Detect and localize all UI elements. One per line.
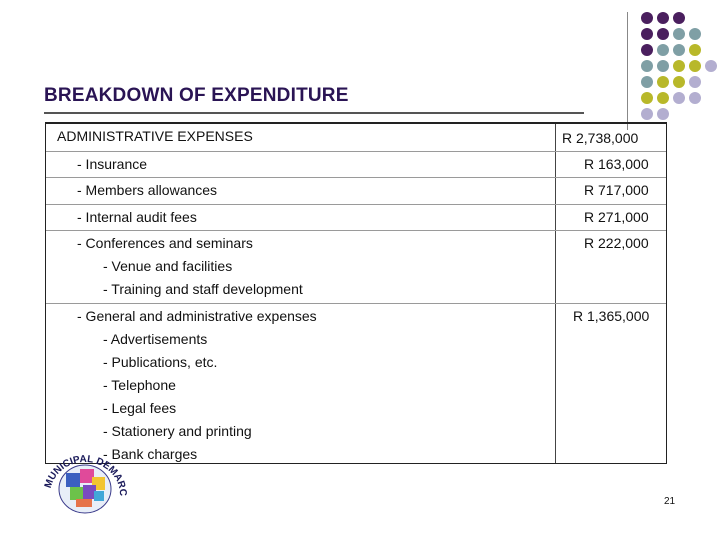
dot (641, 108, 653, 120)
title-underline (44, 112, 584, 114)
dot (673, 12, 685, 24)
subitem-publications: - Publications, etc. (103, 354, 218, 370)
logo-text: MUNICIPAL DEMARC (42, 453, 129, 497)
dot (657, 92, 669, 104)
slide-title: BREAKDOWN OF EXPENDITURE (44, 85, 349, 106)
row-amount-members-allowances: R 717,000 (584, 182, 649, 198)
dot (641, 44, 653, 56)
dot (673, 44, 685, 56)
expenditure-table (45, 122, 667, 464)
row-separator (46, 177, 666, 178)
dot (689, 44, 701, 56)
row-amount-insurance: R 163,000 (584, 156, 649, 172)
row-amount-conferences: R 222,000 (584, 235, 649, 251)
header-amount: R 2,738,000 (562, 130, 639, 146)
subitem-venue: - Venue and facilities (103, 258, 233, 274)
dot (657, 108, 669, 120)
column-divider (555, 124, 556, 463)
municipal-demarcation-board-logo (36, 447, 134, 529)
row-amount-general-admin: R 1,365,000 (573, 308, 650, 324)
row-label-internal-audit: - Internal audit fees (77, 209, 197, 225)
dot (689, 76, 701, 88)
row-label-members-allowances: - Members allowances (77, 182, 218, 198)
dot (705, 60, 717, 72)
dot (641, 60, 653, 72)
dot (641, 28, 653, 40)
dot (673, 92, 685, 104)
subitem-telephone: - Telephone (103, 377, 176, 393)
row-label-general-admin: - General and administrative expenses (77, 308, 317, 324)
dot (673, 60, 685, 72)
row-separator (46, 303, 666, 304)
dot (689, 28, 701, 40)
subitem-stationery: - Stationery and printing (103, 423, 252, 439)
header-label: ADMINISTRATIVE EXPENSES (57, 128, 253, 144)
dot (689, 60, 701, 72)
subitem-bank-charges: - Bank charges (103, 446, 198, 462)
page-number: 21 (664, 496, 676, 507)
row-amount-internal-audit: R 271,000 (584, 209, 649, 225)
dot (641, 12, 653, 24)
row-label-conferences: - Conferences and seminars (77, 235, 253, 251)
dot (673, 76, 685, 88)
row-separator (46, 230, 666, 231)
subitem-legal-fees: - Legal fees (103, 400, 177, 416)
subitem-training: - Training and staff development (103, 281, 303, 297)
row-label-insurance: - Insurance (77, 156, 148, 172)
dot (641, 92, 653, 104)
dot (657, 76, 669, 88)
row-separator (46, 204, 666, 205)
dot (657, 44, 669, 56)
decorative-vertical-line (627, 12, 628, 130)
dot (673, 28, 685, 40)
subitem-advertisements: - Advertisements (103, 331, 208, 347)
dot (657, 60, 669, 72)
dot (657, 12, 669, 24)
dot (641, 76, 653, 88)
row-separator (46, 151, 666, 152)
dot (689, 92, 701, 104)
logo-seal-icon (36, 447, 134, 529)
dot (657, 28, 669, 40)
